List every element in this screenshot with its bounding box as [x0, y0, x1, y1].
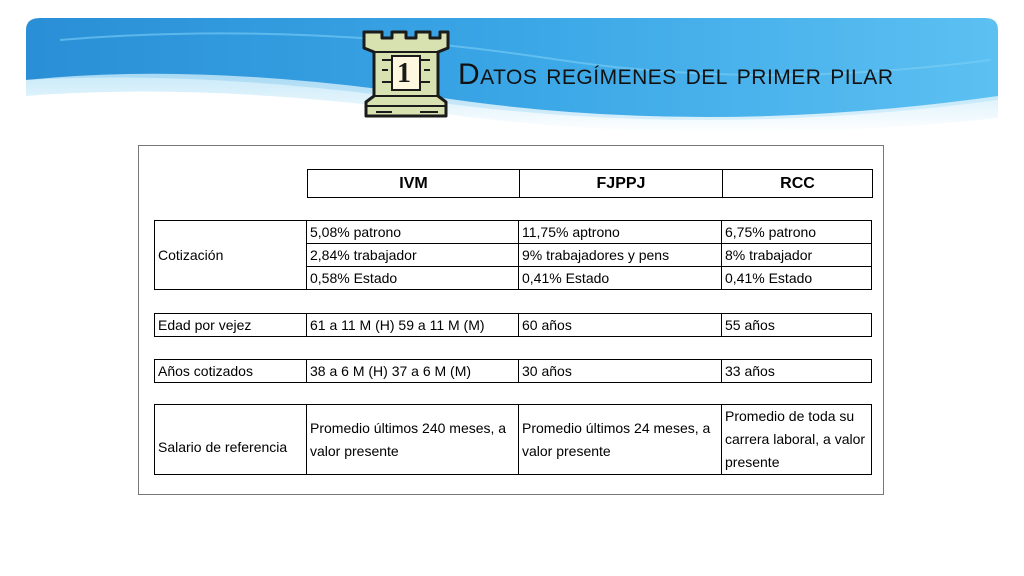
table-cell: 60 años	[519, 314, 722, 337]
row-label: Años cotizados	[155, 360, 307, 383]
table-cell: 2,84% trabajador	[307, 244, 519, 267]
table-cell: 8% trabajador	[722, 244, 872, 267]
edad-row	[154, 313, 872, 337]
header-rcc: RCC	[723, 170, 873, 198]
cotizacion-block	[154, 220, 872, 290]
table-cell: 6,75% patrono	[722, 221, 872, 244]
table-cell: 0,41% Estado	[722, 267, 872, 290]
table-cell: 0,58% Estado	[307, 267, 519, 290]
table-cell: 33 años	[722, 360, 872, 383]
table-cell: 9% trabajadores y pens	[519, 244, 722, 267]
table-cell: 55 años	[722, 314, 872, 337]
row-label: Edad por vejez	[155, 314, 307, 337]
header-fjppj: FJPPJ	[520, 170, 723, 198]
rook-tower-icon	[362, 26, 454, 122]
table-cell: Promedio de toda su carrera laboral, a valor presente	[722, 405, 872, 475]
anos-row	[154, 359, 872, 383]
row-label: Cotización	[155, 221, 307, 290]
tower-number: 1	[397, 58, 411, 89]
table-cell: 61 a 11 M (H) 59 a 11 M (M)	[307, 314, 519, 337]
header-ivm: IVM	[308, 170, 520, 198]
table-cell: 30 años	[519, 360, 722, 383]
table-cell: 0,41% Estado	[519, 267, 722, 290]
table-cell: 11,75% aptrono	[519, 221, 722, 244]
row-label: Salario de referencia	[155, 405, 307, 475]
table-cell: 5,08% patrono	[307, 221, 519, 244]
table-cell: Promedio últimos 24 meses, a valor presente	[519, 405, 722, 475]
table-cell: Promedio últimos 240 meses, a valor presente	[307, 405, 519, 475]
salario-row	[154, 404, 872, 475]
table-cell: 38 a 6 M (H) 37 a 6 M (M)	[307, 360, 519, 383]
table-header	[307, 169, 873, 198]
slide-title: Datos regímenes del primer pilar	[458, 58, 894, 91]
